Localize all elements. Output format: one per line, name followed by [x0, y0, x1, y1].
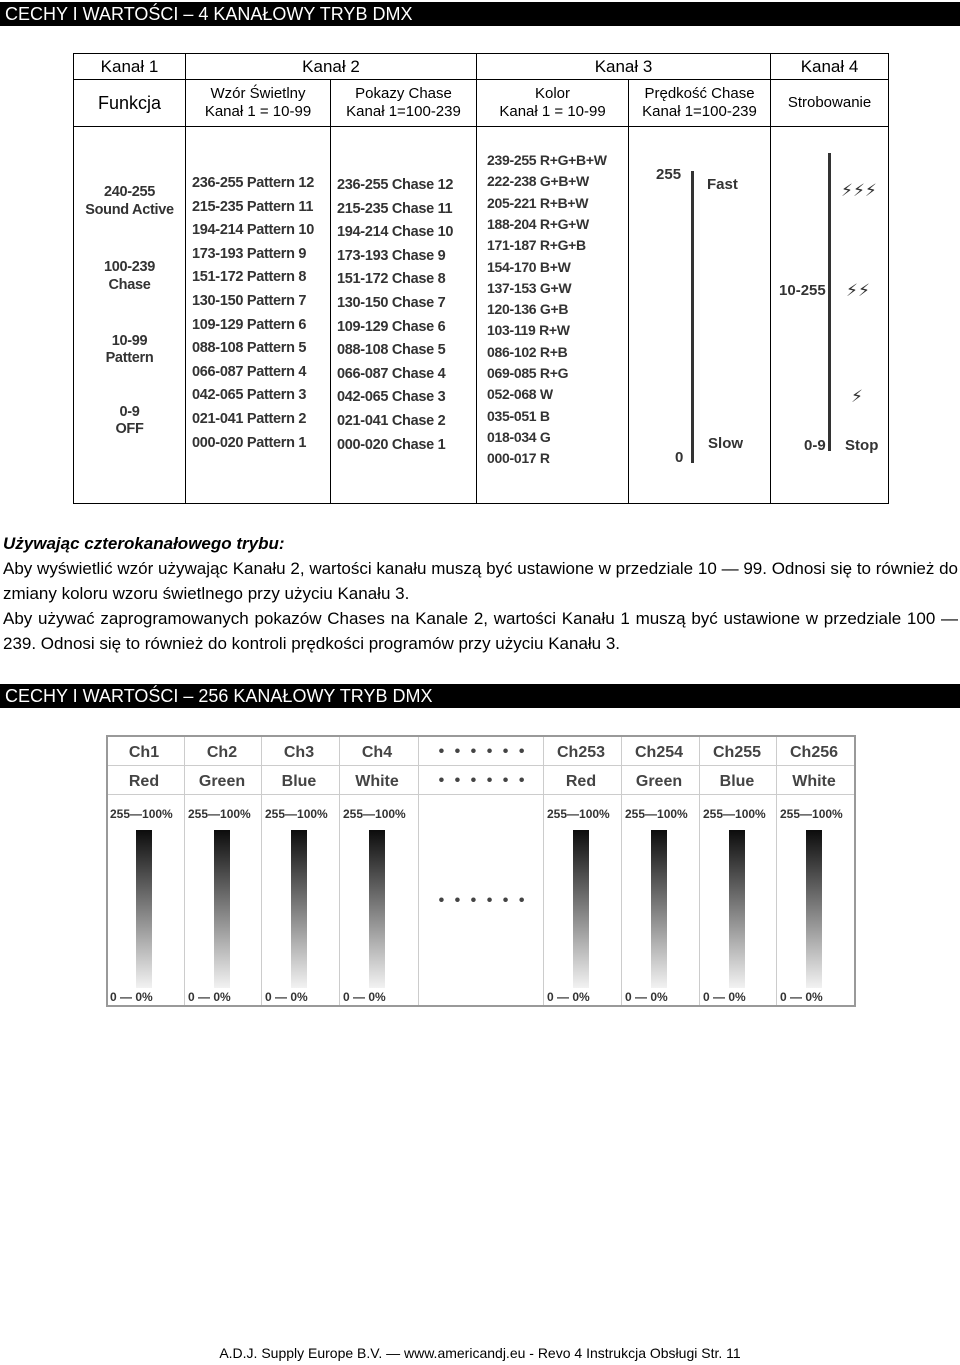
column-divider	[184, 737, 185, 1005]
function-pattern: Wzór Świetlny Kanał 1 = 10-99	[186, 80, 331, 127]
scale-bottom-label: 0 — 0%	[343, 990, 386, 1004]
color-item: 137-153 G+W	[487, 279, 572, 296]
pattern-item: 173-193 Pattern 9	[192, 245, 307, 262]
instructions-heading: Używając czterokanałowego trybu:	[3, 534, 285, 553]
intensity-gradient	[214, 830, 230, 988]
chase-item: 088-108 Chase 5	[337, 342, 446, 359]
color-item: 052-068 W	[487, 386, 553, 403]
intensity-gradient	[651, 830, 667, 988]
scale-top-label: 255—100%	[188, 807, 251, 821]
pattern-item: 021-041 Pattern 2	[192, 411, 307, 427]
column-divider	[543, 737, 544, 1005]
channel-color-name: Green	[635, 773, 683, 790]
header-channel-3: Kanał 3	[477, 54, 771, 80]
channel-color-name: Green	[198, 773, 246, 790]
function-speed: Prędkość Chase Kanał 1=100-239	[629, 80, 771, 127]
function-chase: Pokazy Chase Kanał 1=100-239	[331, 80, 477, 127]
channel-column	[263, 740, 335, 1004]
chase-item: 173-193 Chase 9	[337, 247, 446, 264]
ch1-value: 100-239	[103, 259, 156, 275]
pattern-item: 215-235 Pattern 11	[192, 198, 314, 215]
instructions-paragraph: Aby wyświetlić wzór używając Kanału 2, wartości kanału muszą być ustawione w przedziale 10 — 99. Odnosi się to również do zmiany koloru wzoru świetlnego przy użyciu Kanału 3.	[3, 559, 958, 603]
pattern-cell	[186, 127, 331, 504]
channel-number: Ch4	[361, 744, 393, 761]
channel-color-name: Blue	[281, 773, 317, 790]
ellipsis: • • • • • •	[438, 743, 528, 760]
intensity-gradient	[573, 830, 589, 988]
color-item: 239-255 R+G+B+W	[487, 152, 607, 168]
intensity-gradient	[729, 830, 745, 988]
ellipsis: • • • • • •	[438, 892, 528, 909]
ch1-label: Pattern	[105, 350, 154, 366]
ch1-label: Chase	[108, 277, 151, 293]
speed-cell	[629, 127, 771, 504]
intensity-gradient	[369, 830, 385, 988]
ch1-value-cell	[74, 127, 186, 504]
color-item: 000-017 R	[487, 450, 550, 467]
ch1-value: 240-255	[103, 184, 156, 200]
speed-slow-label: Slow	[708, 435, 744, 452]
channel-number: Ch254	[634, 744, 684, 761]
color-item: 171-187 R+G+B	[487, 237, 586, 254]
strobe-bolt-icon: ⚡⚡	[846, 281, 870, 300]
scale-bottom-label: 0 — 0%	[110, 990, 153, 1004]
chase-item: 021-041 Chase 2	[337, 413, 446, 429]
column-divider	[621, 737, 622, 1005]
channel-column	[108, 740, 180, 1004]
scale-bottom-label: 0 — 0%	[188, 990, 231, 1004]
scale-bottom-label: 0 — 0%	[547, 990, 590, 1004]
scale-bottom-label: 0 — 0%	[625, 990, 668, 1004]
ch1-value: 10-99	[111, 333, 148, 349]
channel-color-name: Blue	[719, 773, 755, 790]
ch1-label: Sound Active	[85, 202, 174, 218]
intensity-gradient	[806, 830, 822, 988]
header-channel-4: Kanał 4	[771, 54, 889, 80]
speed-scale-line	[691, 171, 694, 463]
pattern-item: 236-255 Pattern 12	[192, 175, 314, 191]
chase-item: 151-172 Chase 8	[337, 271, 446, 288]
channel-color-name: Red	[128, 773, 160, 790]
scale-top-label: 255—100%	[265, 807, 328, 821]
dmx-256ch-diagram	[106, 735, 856, 1007]
channel-color-name: White	[792, 773, 836, 790]
function-strobe: Strobowanie	[771, 80, 889, 127]
intensity-gradient	[136, 830, 152, 988]
channel-number: Ch253	[556, 744, 606, 761]
speed-fast-label: Fast	[707, 176, 738, 193]
column-divider	[339, 737, 340, 1005]
color-item: 018-034 G	[487, 428, 551, 445]
instructions	[3, 531, 958, 656]
chase-cell	[331, 127, 477, 504]
intensity-gradient	[291, 830, 307, 988]
channel-column	[701, 740, 773, 1004]
scale-top-label: 255—100%	[343, 807, 406, 821]
chase-item: 066-087 Chase 4	[337, 365, 446, 382]
speed-max: 255	[656, 166, 682, 183]
color-item: 120-136 G+B	[487, 301, 569, 318]
function-color: Kolor Kanał 1 = 10-99	[477, 80, 629, 127]
dmx-4ch-table	[73, 53, 889, 504]
instructions-paragraph: Aby używać zaprogramowanych pokazów Chases na Kanale 2, wartości Kanału 1 muszą być ustawione w przedziale 100 — 239. Odnosi się to również do kontroli prędkości programów przy użyciu Kanału 3.	[3, 609, 958, 653]
color-item: 222-238 G+B+W	[487, 173, 589, 190]
color-item: 205-221 R+B+W	[487, 194, 589, 211]
pattern-item: 088-108 Pattern 5	[192, 340, 307, 357]
color-item: 103-119 R+W	[487, 322, 570, 339]
color-item: 035-051 B	[487, 407, 550, 424]
ch1-value: 0-9	[119, 404, 140, 420]
strobe-bolt-icon: ⚡	[851, 387, 863, 406]
section-title-256ch: CECHY I WARTOŚCI – 256 KANAŁOWY TRYB DMX	[0, 684, 960, 708]
strobe-range: 10-255	[779, 282, 826, 299]
chase-item: 042-065 Chase 3	[337, 389, 446, 406]
chase-item: 215-235 Chase 11	[337, 200, 453, 217]
column-divider	[699, 737, 700, 1005]
color-item: 154-170 B+W	[487, 258, 571, 275]
color-cell	[477, 127, 629, 504]
channel-column	[186, 740, 258, 1004]
pattern-item: 194-214 Pattern 10	[192, 222, 314, 239]
channel-number: Ch3	[283, 744, 315, 761]
scale-bottom-label: 0 — 0%	[265, 990, 308, 1004]
channel-column	[778, 740, 850, 1004]
page-footer: A.D.J. Supply Europe B.V. — www.americandj.eu - Revo 4 Instrukcja Obsługi Str. 11	[219, 1345, 741, 1361]
scale-top-label: 255—100%	[780, 807, 843, 821]
column-divider	[261, 737, 262, 1005]
function-label: Funkcja	[74, 80, 186, 127]
chase-item: 236-255 Chase 12	[337, 177, 454, 193]
pattern-item: 109-129 Pattern 6	[192, 316, 307, 333]
scale-top-label: 255—100%	[703, 807, 766, 821]
scale-bottom-label: 0 — 0%	[780, 990, 823, 1004]
column-divider	[418, 737, 419, 1005]
chase-item: 109-129 Chase 6	[337, 318, 446, 335]
channel-column	[545, 740, 617, 1004]
color-item: 188-204 R+G+W	[487, 215, 589, 232]
pattern-item: 042-065 Pattern 3	[192, 387, 307, 404]
pattern-item: 130-150 Pattern 7	[192, 293, 307, 309]
scale-top-label: 255—100%	[547, 807, 610, 821]
channel-column	[623, 740, 695, 1004]
ellipsis: • • • • • •	[438, 772, 528, 789]
strobe-cell	[771, 127, 889, 504]
channel-color-name: Red	[565, 773, 597, 790]
channel-number: Ch2	[206, 744, 238, 761]
strobe-scale-line	[828, 153, 831, 451]
chase-item: 194-214 Chase 10	[337, 224, 454, 241]
section-title-4ch: CECHY I WARTOŚCI – 4 KANAŁOWY TRYB DMX	[0, 2, 960, 26]
scale-bottom-label: 0 — 0%	[703, 990, 746, 1004]
channel-number: Ch1	[128, 744, 160, 761]
channel-color-name: White	[355, 773, 399, 790]
strobe-off-range: 0-9	[804, 437, 826, 454]
ch1-label: OFF	[115, 421, 144, 437]
channel-number: Ch255	[712, 744, 762, 761]
pattern-item: 000-020 Pattern 1	[192, 434, 307, 451]
pattern-item: 066-087 Pattern 4	[192, 363, 307, 380]
header-channel-1: Kanał 1	[74, 54, 186, 80]
chase-item: 130-150 Chase 7	[337, 295, 446, 311]
column-divider	[776, 737, 777, 1005]
scale-top-label: 255—100%	[110, 807, 173, 821]
channel-number: Ch256	[789, 744, 839, 761]
header-channel-2: Kanał 2	[186, 54, 477, 80]
scale-top-label: 255—100%	[625, 807, 688, 821]
pattern-item: 151-172 Pattern 8	[192, 269, 307, 286]
color-item: 086-102 R+B	[487, 343, 568, 360]
channel-column	[341, 740, 413, 1004]
color-item: 069-085 R+G	[487, 365, 569, 381]
strobe-stop-label: Stop	[845, 437, 879, 454]
speed-min: 0	[675, 449, 684, 466]
strobe-bolt-icon: ⚡⚡⚡	[841, 181, 877, 200]
chase-item: 000-020 Chase 1	[337, 436, 446, 453]
